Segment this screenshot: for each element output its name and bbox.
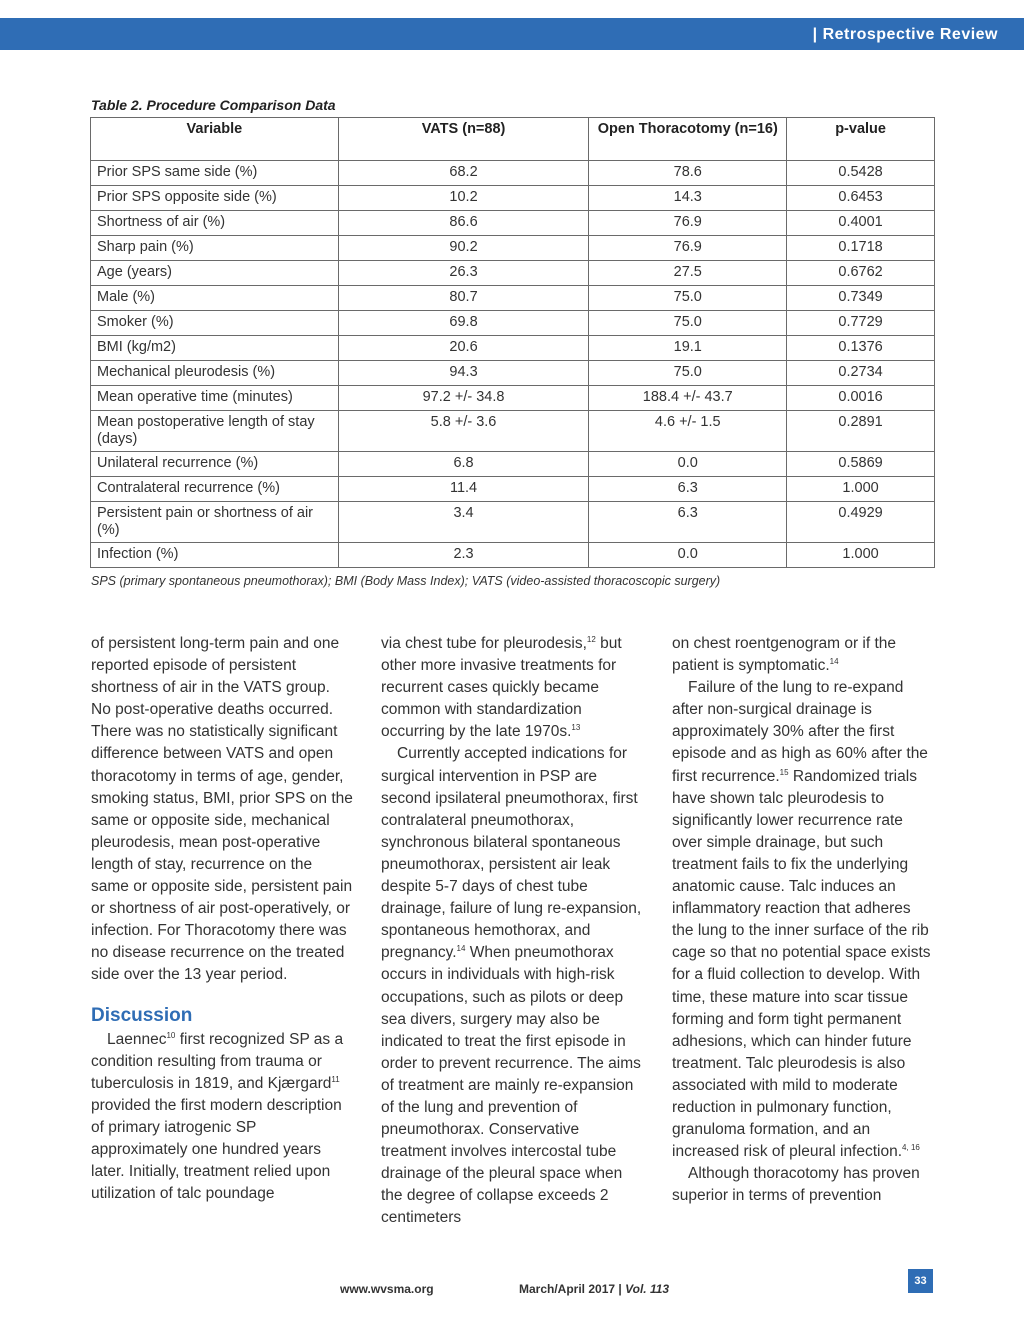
text-run: When pneumothorax occurs in individuals with high-risk occupations, such as pilots or deep sea divers, surgery may also be indicated to treat the first episode in order to prevent recurrence. The aims of treatment are mainly re-expansion of the lung and prevention of pneumothorax. Conservative treatment involves intercostal tube drainage of the pleural space when the degree of collapse exceeds 2 centimeters <box>381 944 641 1227</box>
table-row <box>91 502 935 543</box>
value-cell: 0.5428 <box>787 161 935 186</box>
table-header-row <box>91 118 935 161</box>
table-row <box>91 336 935 361</box>
value-cell: 6.3 <box>589 502 787 543</box>
page-number: 33 <box>908 1269 933 1293</box>
value-cell: 0.2891 <box>787 411 935 452</box>
variable-cell: Persistent pain or shortness of air (%) <box>91 502 339 543</box>
text-column-3 <box>672 633 934 1207</box>
citation: 13 <box>571 723 581 733</box>
citation: 4, 16 <box>902 1143 920 1153</box>
variable-cell: Contralateral recurrence (%) <box>91 477 339 502</box>
issue-date: March/April 2017 | <box>519 1282 626 1296</box>
paragraph <box>672 677 934 1163</box>
text-run: Currently accepted indications for surgical intervention in PSP are second ipsilateral pneumothorax, first contralateral pneumothorax, synchronous bilateral spontaneous pneumothorax, persistent air leak despite 5-7 days of chest tube drainage, failure of lung re-expansion, spontaneous hemothorax, and pregnancy. <box>381 745 642 962</box>
value-cell: 75.0 <box>589 286 787 311</box>
paragraph <box>381 633 643 743</box>
value-cell: 94.3 <box>338 361 589 386</box>
text-run: Randomized trials have shown talc pleurodesis to significantly lower recurrence rate over simple drainage, but such treatment fails to fix the underlying anatomic cause. Talc induces an inflammatory reaction that adheres the lung to the inner surface of the rib cage so that no potential space exists for a fluid collection to develop. With time, these mature into scar tissue forming and form tight permanent adhesions, which can hinder future treatment. Talc pleurodesis is also associated with mild to moderate reduction in pulmonary function, granuloma formation, and an increased risk of pleural infection. <box>672 767 931 1161</box>
variable-cell: Smoker (%) <box>91 311 339 336</box>
text-run: provided the first modern description of primary iatrogenic SP approximately one hundred years later. Initially, treatment relied upon utilization of talc poundage <box>91 1096 342 1203</box>
citation: 11 <box>331 1074 340 1084</box>
text-run: first recognized SP as a condition resulting from trauma or tuberculosis in 1819, and Kjærgard <box>91 1030 344 1092</box>
table-row <box>91 261 935 286</box>
table-caption: Table 2. Procedure Comparison Data <box>91 97 336 113</box>
value-cell: 80.7 <box>338 286 589 311</box>
value-cell: 75.0 <box>589 361 787 386</box>
variable-cell: Sharp pain (%) <box>91 236 339 261</box>
column-header: Open Thoracotomy (n=16) <box>589 118 787 161</box>
value-cell: 0.4001 <box>787 211 935 236</box>
value-cell: 1.000 <box>787 477 935 502</box>
value-cell: 0.2734 <box>787 361 935 386</box>
citation: 15 <box>779 767 789 777</box>
issue-volume: Vol. 113 <box>625 1282 670 1296</box>
column-header: VATS (n=88) <box>338 118 589 161</box>
value-cell: 0.4929 <box>787 502 935 543</box>
value-cell: 0.6762 <box>787 261 935 286</box>
value-cell: 78.6 <box>589 161 787 186</box>
table-row <box>91 286 935 311</box>
value-cell: 1.000 <box>787 543 935 568</box>
value-cell: 26.3 <box>338 261 589 286</box>
footer-website: www.wvsma.org <box>340 1282 434 1296</box>
value-cell: 0.0 <box>589 452 787 477</box>
value-cell: 0.7349 <box>787 286 935 311</box>
table-body <box>91 161 935 568</box>
value-cell: 2.3 <box>338 543 589 568</box>
value-cell: 20.6 <box>338 336 589 361</box>
value-cell: 0.5869 <box>787 452 935 477</box>
text-run: via chest tube for pleurodesis, <box>381 635 587 652</box>
variable-cell: Mechanical pleurodesis (%) <box>91 361 339 386</box>
value-cell: 69.8 <box>338 311 589 336</box>
paragraph: of persistent long-term pain and one reported episode of persistent shortness of air in the VATS group. No post-operative deaths occurred. There was no statistically significant difference between VATS and open thoracotomy in terms of age, gender, smoking status, BMI, prior SPS on the same or opposite side, mechanical pleurodesis, mean post-operative length of stay, recurrence on the same or opposite side, persistent pain or shortness of air post-operatively, or infection. For Thoracotomy there was no disease recurrence on the treated side over the 13 year period. <box>91 635 353 984</box>
value-cell: 0.7729 <box>787 311 935 336</box>
table-footnote: SPS (primary spontaneous pneumothorax); BMI (Body Mass Index); VATS (video-assisted thoracoscopic surgery) <box>91 574 721 588</box>
value-cell: 0.1376 <box>787 336 935 361</box>
citation: 14 <box>829 657 839 667</box>
section-title: | Retrospective Review <box>812 26 998 43</box>
value-cell: 11.4 <box>338 477 589 502</box>
value-cell: 97.2 +/- 34.8 <box>338 386 589 411</box>
text-column-2 <box>381 633 643 1230</box>
value-cell: 188.4 +/- 43.7 <box>589 386 787 411</box>
paragraph <box>672 633 934 677</box>
value-cell: 3.4 <box>338 502 589 543</box>
variable-cell: Age (years) <box>91 261 339 286</box>
table-row <box>91 361 935 386</box>
value-cell: 27.5 <box>589 261 787 286</box>
table-row <box>91 311 935 336</box>
value-cell: 19.1 <box>589 336 787 361</box>
value-cell: 90.2 <box>338 236 589 261</box>
value-cell: 6.8 <box>338 452 589 477</box>
value-cell: 0.6453 <box>787 186 935 211</box>
variable-cell: Mean postoperative length of stay (days) <box>91 411 339 452</box>
text-run: on chest roentgenogram or if the patient is symptomatic. <box>672 635 897 675</box>
value-cell: 76.9 <box>589 211 787 236</box>
paragraph: Although thoracotomy has proven superior in terms of prevention <box>672 1165 920 1205</box>
table-row <box>91 211 935 236</box>
value-cell: 0.1718 <box>787 236 935 261</box>
value-cell: 0.0016 <box>787 386 935 411</box>
value-cell: 68.2 <box>338 161 589 186</box>
variable-cell: Shortness of air (%) <box>91 211 339 236</box>
value-cell: 6.3 <box>589 477 787 502</box>
column-header: Variable <box>91 118 339 161</box>
header-band <box>0 18 1024 50</box>
value-cell: 14.3 <box>589 186 787 211</box>
table-row <box>91 452 935 477</box>
variable-cell: Infection (%) <box>91 543 339 568</box>
text-run: but other more invasive treatments for recurrent cases quickly became common with standardization occurring by the late 1970s. <box>381 635 622 741</box>
citation: 10 <box>166 1030 176 1040</box>
procedure-comparison-table <box>90 117 935 568</box>
value-cell: 0.0 <box>589 543 787 568</box>
variable-cell: BMI (kg/m2) <box>91 336 339 361</box>
citation: 14 <box>456 944 466 954</box>
footer-issue <box>519 1282 669 1296</box>
value-cell: 4.6 +/- 1.5 <box>589 411 787 452</box>
variable-cell: Mean operative time (minutes) <box>91 386 339 411</box>
value-cell: 10.2 <box>338 186 589 211</box>
text-column-1 <box>91 633 353 1205</box>
table-row <box>91 236 935 261</box>
table-row <box>91 543 935 568</box>
citation: 12 <box>586 635 596 644</box>
section-heading-discussion: Discussion <box>91 1004 193 1026</box>
table-row <box>91 161 935 186</box>
paragraph <box>381 743 643 1229</box>
table-row <box>91 386 935 411</box>
table-row <box>91 411 935 452</box>
paragraph <box>91 1029 353 1206</box>
table-row <box>91 477 935 502</box>
text-run: Failure of the lung to re-expand after non-surgical drainage is approximately 30% after the first episode and as high as 60% after the first recurrence. <box>672 679 928 785</box>
table-row <box>91 186 935 211</box>
variable-cell: Prior SPS opposite side (%) <box>91 186 339 211</box>
value-cell: 75.0 <box>589 311 787 336</box>
variable-cell: Male (%) <box>91 286 339 311</box>
value-cell: 5.8 +/- 3.6 <box>338 411 589 452</box>
column-header: p-value <box>787 118 935 161</box>
value-cell: 76.9 <box>589 236 787 261</box>
value-cell: 86.6 <box>338 211 589 236</box>
variable-cell: Unilateral recurrence (%) <box>91 452 339 477</box>
variable-cell: Prior SPS same side (%) <box>91 161 339 186</box>
text-run: Laennec <box>107 1030 167 1048</box>
